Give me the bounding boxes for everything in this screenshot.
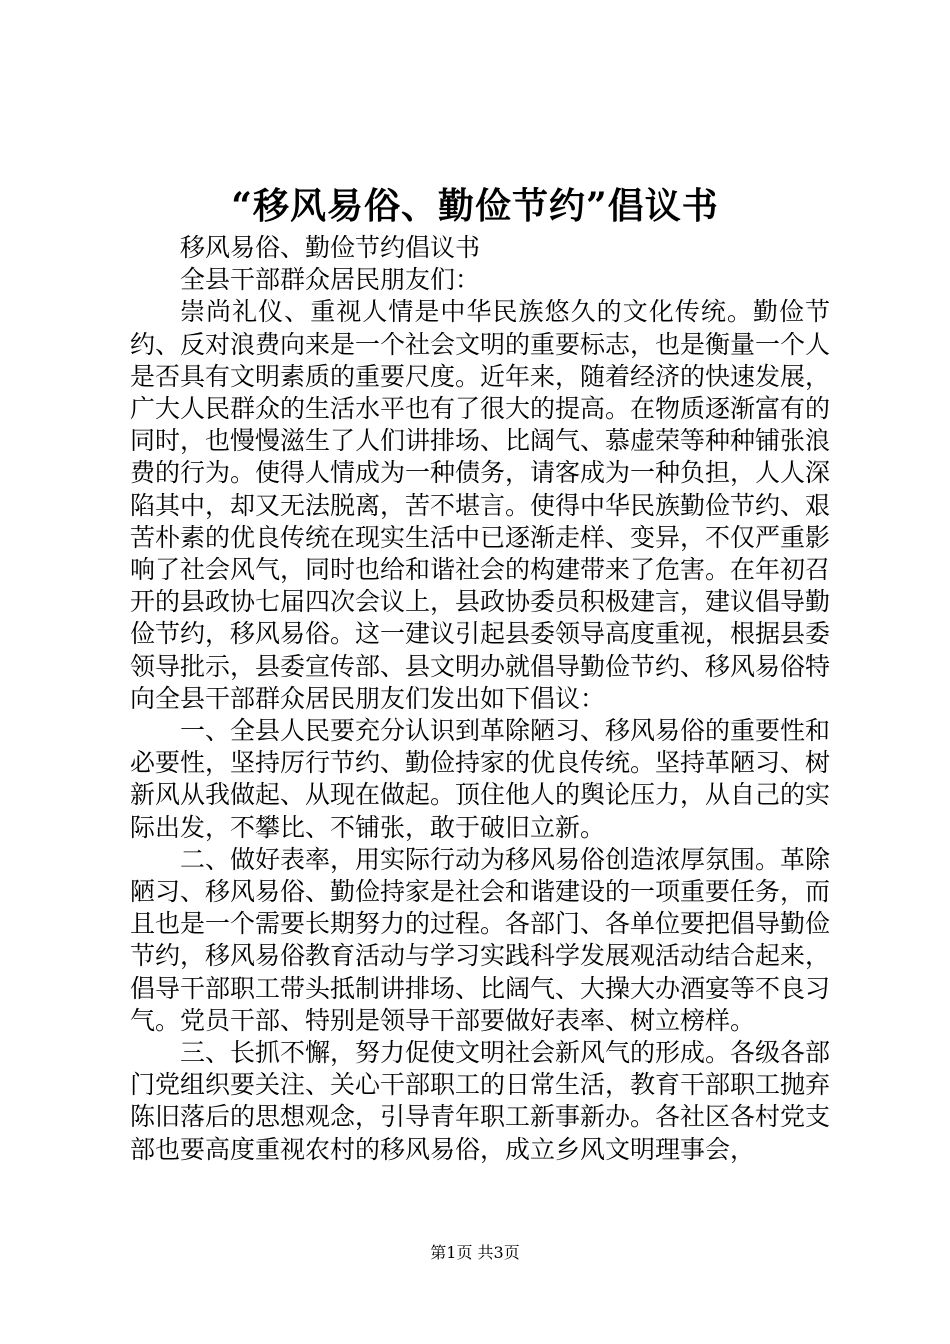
page-footer: 第1页 共3页 (430, 1243, 520, 1262)
paragraph-item-3: 三、长抓不懈，努力促使文明社会新风气的形成。各级各部门党组织要关注、关心干部职工的日常生活，教育干部职工抛弃陈旧落后的思想观念，引导青年职工新事新办。各社区各村党支部也要高度重视农村的移风易俗，成立乡风文明理事会， (130, 1038, 831, 1164)
paragraph-item-1: 一、全县人民要充分认识到革除陋习、移风易俗的重要性和必要性，坚持厉行节约、勤俭持家的优良传统。坚持革陋习、树新风从我做起、从现在做起。顶住他人的舆论压力，从自己的实际出发，不攀比、不铺张，敢于破旧立新。 (130, 716, 831, 842)
paragraph-item-2: 二、做好表率，用实际行动为移风易俗创造浓厚氛围。革除陋习、移风易俗、勤俭持家是社会和谐建设的一项重要任务，而且也是一个需要长期努力的过程。各部门、各单位要把倡导勤俭节约，移风易俗教育活动与学习实践科学发展观活动结合起来，倡导干部职工带头抵制讲排场、比阔气、大操大办酒宴等不良习气。党员干部、特别是领导干部要做好表率、树立榜样。 (130, 844, 831, 1035)
heading-line: 移风易俗、勤俭节约倡议书 (180, 233, 481, 262)
paragraph-intro: 崇尚礼仪、重视人情是中华民族悠久的文化传统。勤俭节约、反对浪费向来是一个社会文明的重要标志，也是衡量一个人是否具有文明素质的重要尺度。近年来，随着经济的快速发展，广大人民群众的生活水平也有了很大的提高。在物质逐渐富有的同时，也慢慢滋生了人们讲排场、比阔气、慕虚荣等种种铺张浪费的行为。使得人情成为一种债务，请客成为一种负担，人人深陷其中，却又无法脱离，苦不堪言。使得中华民族勤俭节约、艰苦朴素的优良传统在现实生活中已逐渐走样、变异，不仅严重影响了社会风气，同时也给和谐社会的构建带来了危害。在年初召开的县政协七届四次会议上，县政协委员积极建言，建议倡导勤俭节约，移风易俗。这一建议引起县委领导高度重视，根据县委领导批示，县委宣传部、县文明办就倡导勤俭节约、移风易俗特向全县干部群众居民朋友们发出如下倡议： (130, 297, 831, 713)
document-title: “移风易俗、勤俭节约”倡议书 (231, 185, 719, 227)
document-body (130, 232, 830, 1166)
salutation: 全县干部群众居民朋友们： (180, 265, 481, 295)
